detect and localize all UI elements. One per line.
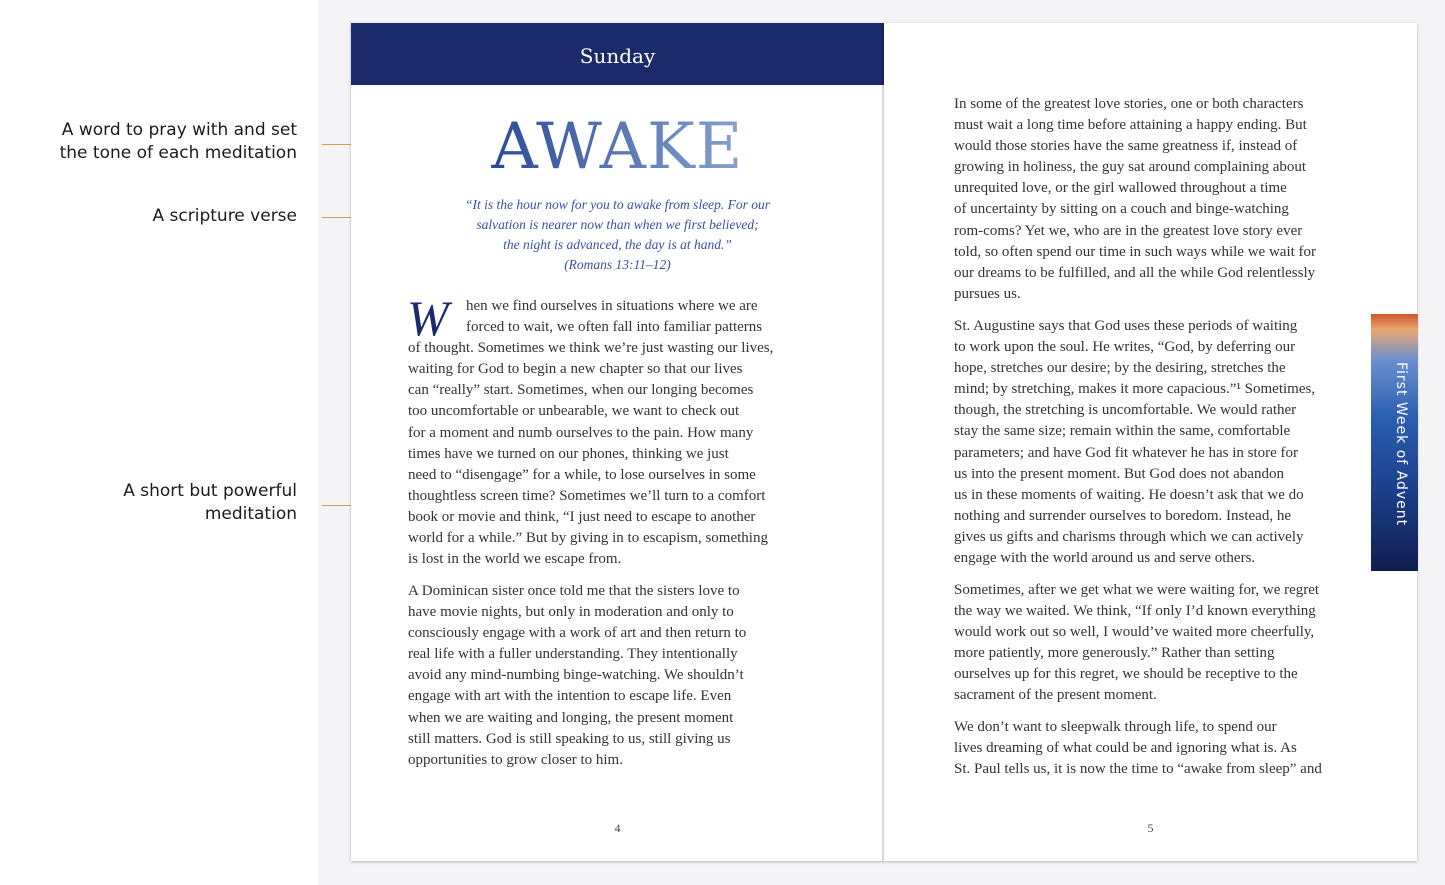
meditation-paragraph-1-line: hen we find ourselves in situations where we are [466, 298, 758, 314]
meditation-word: AWAKE [351, 107, 884, 187]
right-paragraph-2-line: us into the present moment. But God does not abandon [954, 465, 1284, 482]
meditation-paragraph-2-line: opportunities to grow closer to him. [408, 751, 623, 768]
right-paragraph-2-line: though, the stretching is uncomfortable. We would rather [954, 402, 1297, 419]
day-header: Sunday [351, 23, 884, 85]
right-paragraph-2-line: gives us gifts and charisms through which we can actively [954, 528, 1304, 545]
meditation-paragraph-1-line: thoughtless screen time? Sometimes we’ll turn to a comfort [408, 487, 766, 504]
right-paragraph-1-line: told, so often spend our time in such ways while we wait for [954, 243, 1317, 260]
page-number-right: 5 [1147, 821, 1154, 835]
right-paragraph-2-line: stay the same size; remain within the same, comfortable [954, 423, 1291, 440]
right-paragraph-2-line: St. Augustine says that God uses these periods of waiting [954, 318, 1298, 334]
right-paragraph-2-line: nothing and surrender ourselves to boredom. Instead, he [954, 507, 1291, 524]
meditation-paragraph-1-line: is lost in the world we escape from. [408, 551, 622, 568]
meditation-paragraph-1 [408, 296, 773, 570]
right-paragraph-3-line: the way we waited. We think, “If only I’d known everything [954, 603, 1316, 620]
meditation-paragraph-1-line: times have we turned on our phones, thinking we just [408, 445, 729, 462]
right-paragraph-1-line: In some of the greatest love stories, one or both characters [954, 96, 1304, 112]
page-number-left: 4 [614, 821, 621, 835]
right-paragraph-1-line: must wait a long time before attaining a happy ending. But [954, 117, 1307, 134]
meditation-paragraph-2-line: real life with a fuller understanding. They intentionally [408, 646, 738, 663]
annotation-verse: A scripture verse [152, 206, 297, 226]
right-paragraph-3-line: would work out so well, I would’ve waited more cheerfully, [954, 624, 1315, 641]
right-paragraph-2-line: parameters; and have God fit whatever he has in store for [954, 444, 1299, 461]
meditation-paragraph-1-line: can “really” start. Sometimes, when our longing becomes [408, 382, 754, 399]
right-paragraph-1-line: our dreams to be fulfilled, and all the while God relentlessly [954, 264, 1316, 281]
right-paragraph-1 [954, 94, 1316, 305]
right-paragraph-3-line: ourselves up for this regret, we should be receptive to the [954, 666, 1298, 683]
meditation-paragraph-1-line: forced to wait, we often fall into familiar patterns [466, 319, 763, 336]
right-paragraph-2-line: us in these moments of waiting. He doesn’t ask that we do [954, 486, 1304, 503]
meditation-paragraph-2-line: A Dominican sister once told me that the sisters love to [408, 583, 740, 599]
meditation-paragraph-2-line: have movie nights, but only in moderation and only to [408, 604, 734, 621]
meditation-paragraph-2-line: when we are waiting and longing, the present moment [408, 709, 734, 726]
right-paragraph-3 [954, 580, 1319, 707]
right-paragraph-2-line: engage with the world around us and serve others. [954, 550, 1256, 567]
right-paragraph-3-line: more patiently, more generously.” Rather than setting [954, 645, 1275, 662]
meditation-paragraph-2-line: avoid any mind-numbing binge-watching. We shouldn’t [408, 667, 744, 684]
right-paragraph-2-line: hope, stretches our desire; by the desiring, stretches the [954, 360, 1286, 377]
left-page [351, 23, 884, 861]
meditation-paragraph-1-line: world for a while.” But by giving in to escapism, something [408, 530, 768, 547]
right-paragraph-1-line: pursues us. [954, 285, 1021, 302]
meditation-paragraph-2 [408, 581, 746, 771]
meditation-paragraph-1-line: of thought. Sometimes we think we’re just wasting our lives, [408, 340, 774, 357]
annotation-word: A word to pray with and set the tone of each meditation [59, 120, 297, 163]
annotation-meditation: A short but powerful meditation [123, 481, 297, 524]
meditation-paragraph-2-line: still matters. God is still speaking to us, still giving us [408, 730, 731, 747]
drop-cap: W [407, 290, 449, 346]
week-side-tab [1371, 314, 1418, 571]
right-paragraph-2-line: mind; by stretching, makes it more capacious.”¹ Sometimes, [954, 381, 1316, 398]
meditation-paragraph-1-line: waiting for God to begin a new chapter so that our lives [408, 361, 743, 378]
meditation-paragraph-1-line: too uncomfortable or unbearable, we want to check out [408, 403, 740, 420]
meditation-paragraph-1-line: book or movie and think, “I just need to escape to another [408, 508, 756, 525]
meditation-paragraph-2-line: consciously engage with a work of art and then return to [408, 625, 747, 642]
meditation-paragraph-1-line: need to “disengage” for a while, to lose ourselves in some [408, 466, 756, 483]
right-paragraph-2 [954, 316, 1315, 569]
meditation-paragraph-2-line: engage with art with the intention to escape life. Even [408, 688, 732, 705]
meditation-paragraph-1-line: for a moment and numb ourselves to the pain. How many [408, 424, 754, 441]
scripture-verse: “It is the hour now for you to awake from sleep. For our salvation is nearer now than when we first believed; the night is advanced, the day is at hand.” (Romans 13:11–12) [464, 197, 771, 272]
right-paragraph-1-line: rom-coms? Yet we, who are in the greatest love story ever [954, 222, 1303, 239]
right-page [884, 23, 1417, 861]
right-paragraph-1-line: unrequited love, or the girl wallowed throughout a time [954, 180, 1287, 197]
right-paragraph-4-line: St. Paul tells us, it is now the time to “awake from sleep” and [954, 761, 1322, 778]
right-paragraph-4 [954, 717, 1322, 780]
right-paragraph-3-line: Sometimes, after we get what we were waiting for, we regret [954, 582, 1320, 598]
right-paragraph-4-line: lives dreaming of what could be and ignoring what is. As [954, 740, 1297, 757]
right-paragraph-4-line: We don’t want to sleepwalk through life, to spend our [954, 719, 1277, 735]
right-paragraph-1-line: growing in holiness, the guy sat around complaining about [954, 159, 1307, 176]
right-paragraph-2-line: to work upon the soul. He writes, “God, by deferring our [954, 339, 1296, 356]
right-paragraph-3-line: sacrament of the present moment. [954, 687, 1157, 704]
side-tab-label: First Week of Advent [1393, 362, 1409, 527]
right-paragraph-1-line: of uncertainty by sitting on a couch and binge-watching [954, 201, 1289, 218]
right-paragraph-1-line: would those stories have the same greatness if, instead of [954, 138, 1298, 155]
